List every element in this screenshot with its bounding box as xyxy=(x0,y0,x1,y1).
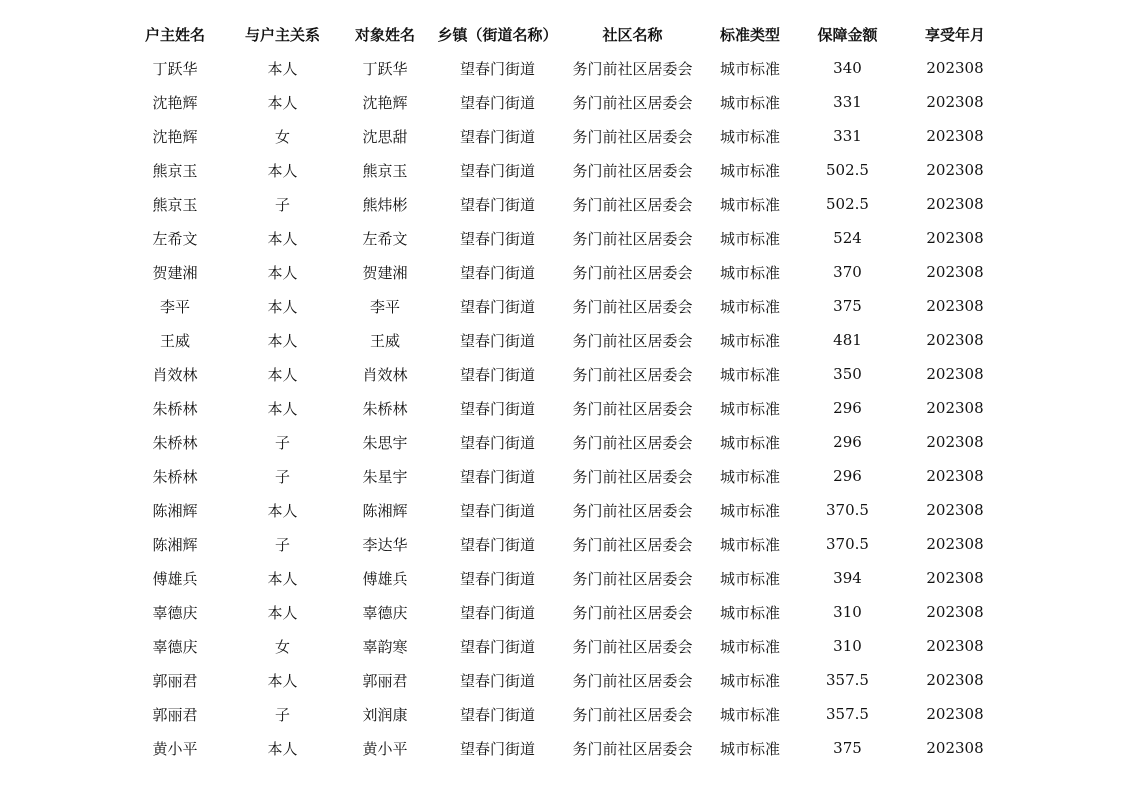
community-cell: 务门前社区居委会 xyxy=(572,161,693,180)
table-row xyxy=(120,731,1010,765)
header-street: 乡镇（街道名称） xyxy=(437,25,558,44)
header-subject-name: 对象姓名 xyxy=(354,25,415,44)
community-cell: 务门前社区居委会 xyxy=(572,671,693,690)
community-cell: 务门前社区居委会 xyxy=(572,93,693,112)
relation-cell: 本人 xyxy=(267,229,298,248)
subject-name-cell: 沈思甜 xyxy=(362,127,408,146)
amount-cell: 370.5 xyxy=(826,535,869,553)
month-cell: 202308 xyxy=(926,127,984,145)
document-sheet xyxy=(120,17,1010,765)
amount-cell: 357.5 xyxy=(826,705,869,723)
table-row xyxy=(120,697,1010,731)
month-cell: 202308 xyxy=(926,569,984,587)
relation-cell: 女 xyxy=(274,127,290,146)
table-header-row xyxy=(120,17,1010,51)
head-name-cell: 贺建湘 xyxy=(152,263,198,282)
month-cell: 202308 xyxy=(926,263,984,281)
street-cell: 望春门街道 xyxy=(459,127,535,146)
table-row xyxy=(120,561,1010,595)
street-cell: 望春门街道 xyxy=(459,501,535,520)
relation-cell: 本人 xyxy=(267,603,298,622)
month-cell: 202308 xyxy=(926,603,984,621)
head-name-cell: 肖效林 xyxy=(152,365,198,384)
relation-cell: 本人 xyxy=(267,297,298,316)
street-cell: 望春门街道 xyxy=(459,229,535,248)
header-month: 享受年月 xyxy=(924,25,985,44)
street-cell: 望春门街道 xyxy=(459,671,535,690)
standard-type-cell: 城市标准 xyxy=(719,127,780,146)
subject-name-cell: 傅雄兵 xyxy=(362,569,408,588)
relation-cell: 本人 xyxy=(267,739,298,758)
amount-cell: 370.5 xyxy=(826,501,869,519)
amount-cell: 375 xyxy=(833,297,862,315)
month-cell: 202308 xyxy=(926,637,984,655)
amount-cell: 310 xyxy=(833,603,862,621)
standard-type-cell: 城市标准 xyxy=(719,705,780,724)
table-row xyxy=(120,493,1010,527)
relation-cell: 本人 xyxy=(267,399,298,418)
standard-type-cell: 城市标准 xyxy=(719,59,780,78)
month-cell: 202308 xyxy=(926,195,984,213)
street-cell: 望春门街道 xyxy=(459,603,535,622)
relation-cell: 本人 xyxy=(267,331,298,350)
street-cell: 望春门街道 xyxy=(459,569,535,588)
month-cell: 202308 xyxy=(926,331,984,349)
subject-name-cell: 贺建湘 xyxy=(362,263,408,282)
head-name-cell: 辜德庆 xyxy=(152,603,198,622)
beneficiary-table xyxy=(120,17,1010,765)
standard-type-cell: 城市标准 xyxy=(719,637,780,656)
head-name-cell: 陈湘辉 xyxy=(152,535,198,554)
head-name-cell: 沈艳辉 xyxy=(152,127,198,146)
community-cell: 务门前社区居委会 xyxy=(572,195,693,214)
amount-cell: 310 xyxy=(833,637,862,655)
subject-name-cell: 丁跃华 xyxy=(362,59,408,78)
community-cell: 务门前社区居委会 xyxy=(572,331,693,350)
head-name-cell: 李平 xyxy=(159,297,190,316)
subject-name-cell: 辜韵寒 xyxy=(362,637,408,656)
month-cell: 202308 xyxy=(926,161,984,179)
relation-cell: 本人 xyxy=(267,59,298,78)
subject-name-cell: 左希文 xyxy=(362,229,408,248)
standard-type-cell: 城市标准 xyxy=(719,535,780,554)
table-row xyxy=(120,527,1010,561)
head-name-cell: 丁跃华 xyxy=(152,59,198,78)
head-name-cell: 黄小平 xyxy=(152,739,198,758)
relation-cell: 子 xyxy=(274,195,290,214)
community-cell: 务门前社区居委会 xyxy=(572,365,693,384)
community-cell: 务门前社区居委会 xyxy=(572,637,693,656)
table-row xyxy=(120,85,1010,119)
table-row xyxy=(120,323,1010,357)
subject-name-cell: 熊炜彬 xyxy=(362,195,408,214)
month-cell: 202308 xyxy=(926,93,984,111)
table-row xyxy=(120,119,1010,153)
subject-name-cell: 朱星宇 xyxy=(362,467,408,486)
head-name-cell: 熊京玉 xyxy=(152,161,198,180)
relation-cell: 本人 xyxy=(267,263,298,282)
standard-type-cell: 城市标准 xyxy=(719,433,780,452)
street-cell: 望春门街道 xyxy=(459,331,535,350)
standard-type-cell: 城市标准 xyxy=(719,569,780,588)
table-row xyxy=(120,391,1010,425)
community-cell: 务门前社区居委会 xyxy=(572,433,693,452)
month-cell: 202308 xyxy=(926,297,984,315)
street-cell: 望春门街道 xyxy=(459,195,535,214)
community-cell: 务门前社区居委会 xyxy=(572,569,693,588)
month-cell: 202308 xyxy=(926,467,984,485)
table-row xyxy=(120,221,1010,255)
relation-cell: 本人 xyxy=(267,671,298,690)
amount-cell: 296 xyxy=(833,467,862,485)
standard-type-cell: 城市标准 xyxy=(719,739,780,758)
relation-cell: 本人 xyxy=(267,569,298,588)
month-cell: 202308 xyxy=(926,535,984,553)
table-row xyxy=(120,289,1010,323)
table-row xyxy=(120,595,1010,629)
relation-cell: 子 xyxy=(274,535,290,554)
street-cell: 望春门街道 xyxy=(459,433,535,452)
subject-name-cell: 沈艳辉 xyxy=(362,93,408,112)
street-cell: 望春门街道 xyxy=(459,263,535,282)
header-amount: 保障金额 xyxy=(817,25,878,44)
amount-cell: 350 xyxy=(833,365,862,383)
standard-type-cell: 城市标准 xyxy=(719,603,780,622)
standard-type-cell: 城市标准 xyxy=(719,263,780,282)
table-body xyxy=(120,51,1010,765)
month-cell: 202308 xyxy=(926,365,984,383)
street-cell: 望春门街道 xyxy=(459,399,535,418)
month-cell: 202308 xyxy=(926,433,984,451)
community-cell: 务门前社区居委会 xyxy=(572,297,693,316)
table-row xyxy=(120,663,1010,697)
community-cell: 务门前社区居委会 xyxy=(572,705,693,724)
standard-type-cell: 城市标准 xyxy=(719,331,780,350)
community-cell: 务门前社区居委会 xyxy=(572,603,693,622)
relation-cell: 子 xyxy=(274,433,290,452)
month-cell: 202308 xyxy=(926,739,984,757)
head-name-cell: 郭丽君 xyxy=(152,705,198,724)
community-cell: 务门前社区居委会 xyxy=(572,127,693,146)
relation-cell: 子 xyxy=(274,467,290,486)
street-cell: 望春门街道 xyxy=(459,59,535,78)
street-cell: 望春门街道 xyxy=(459,637,535,656)
month-cell: 202308 xyxy=(926,399,984,417)
table-row xyxy=(120,153,1010,187)
standard-type-cell: 城市标准 xyxy=(719,501,780,520)
amount-cell: 296 xyxy=(833,433,862,451)
relation-cell: 本人 xyxy=(267,501,298,520)
head-name-cell: 沈艳辉 xyxy=(152,93,198,112)
amount-cell: 296 xyxy=(833,399,862,417)
head-name-cell: 王威 xyxy=(159,331,190,350)
street-cell: 望春门街道 xyxy=(459,739,535,758)
header-standard-type: 标准类型 xyxy=(719,25,780,44)
standard-type-cell: 城市标准 xyxy=(719,195,780,214)
subject-name-cell: 陈湘辉 xyxy=(362,501,408,520)
subject-name-cell: 朱思宇 xyxy=(362,433,408,452)
amount-cell: 370 xyxy=(833,263,862,281)
head-name-cell: 朱桥林 xyxy=(152,467,198,486)
community-cell: 务门前社区居委会 xyxy=(572,739,693,758)
head-name-cell: 辜德庆 xyxy=(152,637,198,656)
street-cell: 望春门街道 xyxy=(459,705,535,724)
standard-type-cell: 城市标准 xyxy=(719,161,780,180)
month-cell: 202308 xyxy=(926,671,984,689)
relation-cell: 本人 xyxy=(267,161,298,180)
table-row xyxy=(120,255,1010,289)
head-name-cell: 陈湘辉 xyxy=(152,501,198,520)
subject-name-cell: 李达华 xyxy=(362,535,408,554)
amount-cell: 524 xyxy=(833,229,862,247)
amount-cell: 331 xyxy=(833,127,862,145)
head-name-cell: 左希文 xyxy=(152,229,198,248)
amount-cell: 340 xyxy=(833,59,862,77)
subject-name-cell: 李平 xyxy=(369,297,400,316)
street-cell: 望春门街道 xyxy=(459,467,535,486)
standard-type-cell: 城市标准 xyxy=(719,229,780,248)
head-name-cell: 朱桥林 xyxy=(152,433,198,452)
community-cell: 务门前社区居委会 xyxy=(572,59,693,78)
standard-type-cell: 城市标准 xyxy=(719,297,780,316)
amount-cell: 481 xyxy=(833,331,862,349)
subject-name-cell: 肖效林 xyxy=(362,365,408,384)
street-cell: 望春门街道 xyxy=(459,297,535,316)
head-name-cell: 熊京玉 xyxy=(152,195,198,214)
amount-cell: 331 xyxy=(833,93,862,111)
header-relation: 与户主关系 xyxy=(244,25,320,44)
relation-cell: 子 xyxy=(274,705,290,724)
amount-cell: 394 xyxy=(833,569,862,587)
head-name-cell: 朱桥林 xyxy=(152,399,198,418)
table-row xyxy=(120,459,1010,493)
amount-cell: 502.5 xyxy=(826,195,869,213)
relation-cell: 本人 xyxy=(267,365,298,384)
community-cell: 务门前社区居委会 xyxy=(572,229,693,248)
subject-name-cell: 朱桥林 xyxy=(362,399,408,418)
street-cell: 望春门街道 xyxy=(459,365,535,384)
subject-name-cell: 王威 xyxy=(369,331,400,350)
street-cell: 望春门街道 xyxy=(459,161,535,180)
table-row xyxy=(120,51,1010,85)
subject-name-cell: 黄小平 xyxy=(362,739,408,758)
month-cell: 202308 xyxy=(926,501,984,519)
head-name-cell: 郭丽君 xyxy=(152,671,198,690)
amount-cell: 375 xyxy=(833,739,862,757)
community-cell: 务门前社区居委会 xyxy=(572,399,693,418)
amount-cell: 502.5 xyxy=(826,161,869,179)
street-cell: 望春门街道 xyxy=(459,535,535,554)
subject-name-cell: 刘润康 xyxy=(362,705,408,724)
standard-type-cell: 城市标准 xyxy=(719,93,780,112)
community-cell: 务门前社区居委会 xyxy=(572,535,693,554)
subject-name-cell: 辜德庆 xyxy=(362,603,408,622)
header-community: 社区名称 xyxy=(602,25,663,44)
subject-name-cell: 郭丽君 xyxy=(362,671,408,690)
standard-type-cell: 城市标准 xyxy=(719,399,780,418)
relation-cell: 本人 xyxy=(267,93,298,112)
street-cell: 望春门街道 xyxy=(459,93,535,112)
standard-type-cell: 城市标准 xyxy=(719,467,780,486)
subject-name-cell: 熊京玉 xyxy=(362,161,408,180)
community-cell: 务门前社区居委会 xyxy=(572,263,693,282)
head-name-cell: 傅雄兵 xyxy=(152,569,198,588)
community-cell: 务门前社区居委会 xyxy=(572,467,693,486)
month-cell: 202308 xyxy=(926,59,984,77)
table-row xyxy=(120,425,1010,459)
header-head-name: 户主姓名 xyxy=(144,25,205,44)
table-row xyxy=(120,187,1010,221)
amount-cell: 357.5 xyxy=(826,671,869,689)
standard-type-cell: 城市标准 xyxy=(719,365,780,384)
month-cell: 202308 xyxy=(926,705,984,723)
month-cell: 202308 xyxy=(926,229,984,247)
table-row xyxy=(120,629,1010,663)
table-row xyxy=(120,357,1010,391)
relation-cell: 女 xyxy=(274,637,290,656)
community-cell: 务门前社区居委会 xyxy=(572,501,693,520)
standard-type-cell: 城市标准 xyxy=(719,671,780,690)
